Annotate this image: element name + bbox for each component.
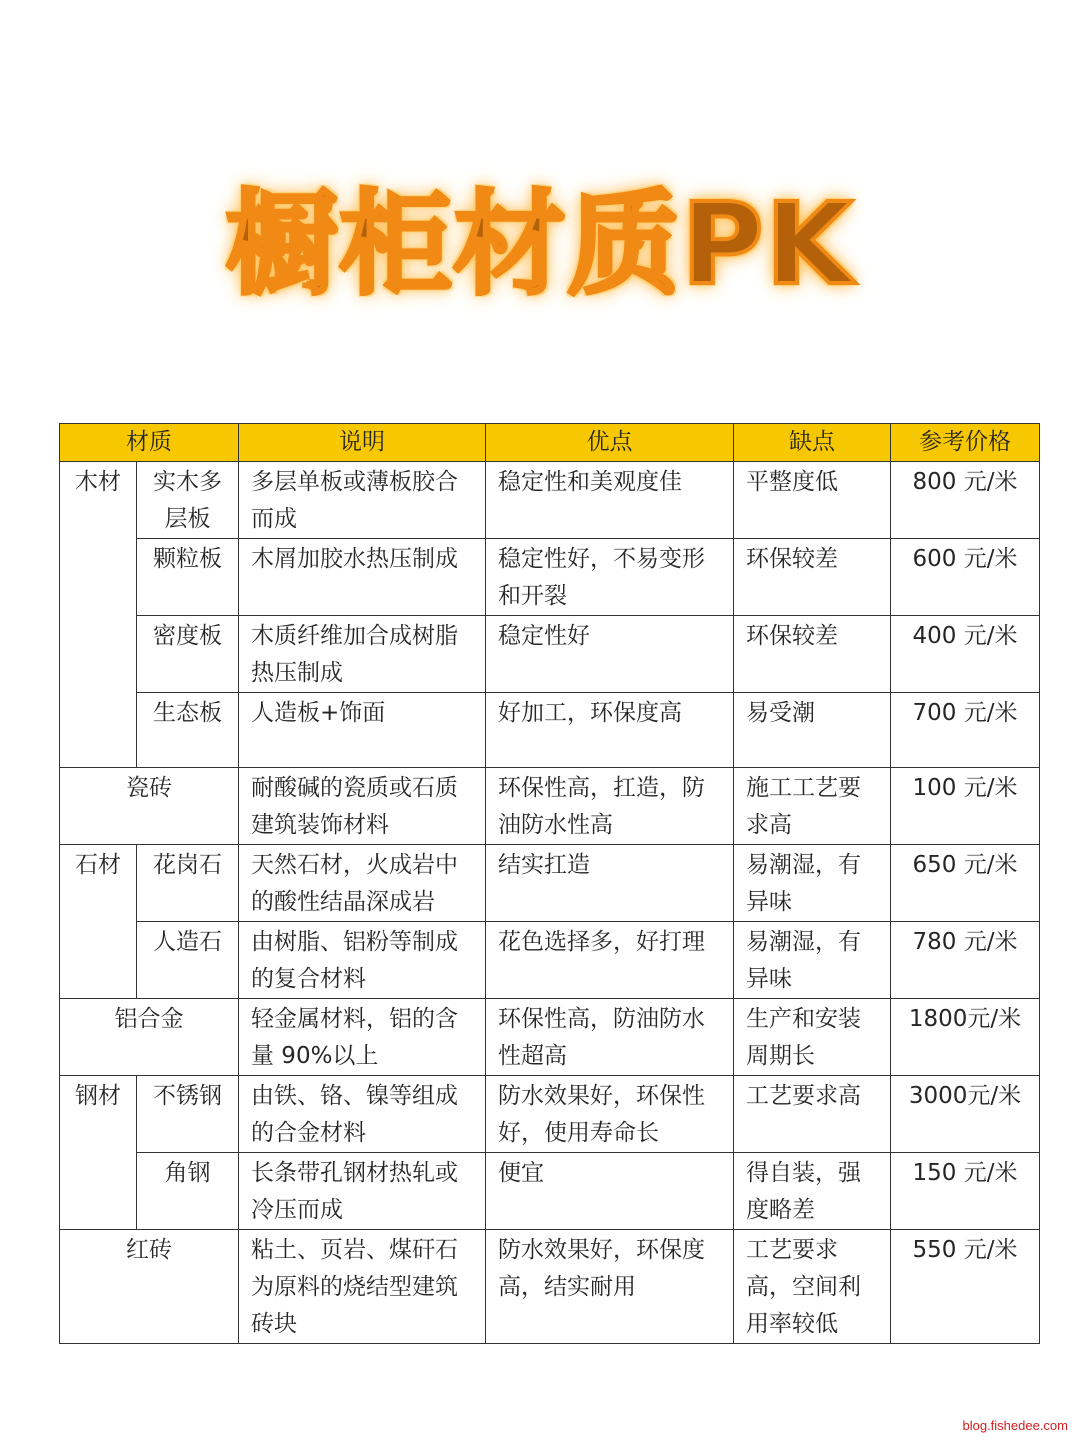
table-row xyxy=(60,539,1040,616)
header-cons: 缺点 xyxy=(734,424,891,462)
subtype-cell: 花岗石 xyxy=(137,845,239,922)
header-pros: 优点 xyxy=(486,424,734,462)
table-row xyxy=(60,1230,1040,1344)
description-cell: 长条带孔钢材热轧或冷压而成 xyxy=(239,1153,486,1230)
group-cell: 瓷砖 xyxy=(60,768,239,845)
cons-cell: 易潮湿，有异味 xyxy=(734,922,891,999)
table-row xyxy=(60,1153,1040,1230)
cons-cell: 工艺要求高，空间利用率较低 xyxy=(734,1230,891,1344)
price-cell: 800 元/米 xyxy=(891,462,1040,539)
subtype-cell: 颗粒板 xyxy=(137,539,239,616)
pros-cell: 稳定性好 xyxy=(486,616,734,693)
table-row xyxy=(60,616,1040,693)
price-cell: 400 元/米 xyxy=(891,616,1040,693)
pros-cell: 稳定性好，不易变形和开裂 xyxy=(486,539,734,616)
cons-cell: 环保较差 xyxy=(734,539,891,616)
description-cell: 天然石材，火成岩中的酸性结晶深成岩 xyxy=(239,845,486,922)
table-row xyxy=(60,768,1040,845)
description-cell: 木质纤维加合成树脂热压制成 xyxy=(239,616,486,693)
group-cell: 石材 xyxy=(60,845,137,999)
subtype-cell: 密度板 xyxy=(137,616,239,693)
table-row xyxy=(60,1076,1040,1153)
description-cell: 由铁、铬、镍等组成的合金材料 xyxy=(239,1076,486,1153)
pros-cell: 便宜 xyxy=(486,1153,734,1230)
cons-cell: 易潮湿，有异味 xyxy=(734,845,891,922)
price-cell: 100 元/米 xyxy=(891,768,1040,845)
cons-cell: 工艺要求高 xyxy=(734,1076,891,1153)
header-description: 说明 xyxy=(239,424,486,462)
materials-table xyxy=(59,423,1040,1344)
cons-cell: 环保较差 xyxy=(734,616,891,693)
description-cell: 轻金属材料，铝的含量 90%以上 xyxy=(239,999,486,1076)
watermark: blog.fishedee.com xyxy=(962,1418,1068,1433)
group-cell: 红砖 xyxy=(60,1230,239,1344)
pros-cell: 好加工，环保度高 xyxy=(486,693,734,768)
price-cell: 700 元/米 xyxy=(891,693,1040,768)
page-title: 橱柜材质PK xyxy=(225,179,855,310)
price-cell: 1800元/米 xyxy=(891,999,1040,1076)
price-cell: 780 元/米 xyxy=(891,922,1040,999)
pros-cell: 稳定性和美观度佳 xyxy=(486,462,734,539)
table-row xyxy=(60,922,1040,999)
description-cell: 由树脂、铝粉等制成的复合材料 xyxy=(239,922,486,999)
price-cell: 600 元/米 xyxy=(891,539,1040,616)
pros-cell: 防水效果好，环保度高，结实耐用 xyxy=(486,1230,734,1344)
pros-cell: 环保性高，防油防水性超高 xyxy=(486,999,734,1076)
pros-cell: 防水效果好，环保性好，使用寿命长 xyxy=(486,1076,734,1153)
subtype-cell: 人造石 xyxy=(137,922,239,999)
table-row xyxy=(60,845,1040,922)
pros-cell: 花色选择多，好打理 xyxy=(486,922,734,999)
price-cell: 3000元/米 xyxy=(891,1076,1040,1153)
cons-cell: 施工工艺要求高 xyxy=(734,768,891,845)
table-row xyxy=(60,693,1040,768)
cons-cell: 平整度低 xyxy=(734,462,891,539)
subtype-cell: 角钢 xyxy=(137,1153,239,1230)
subtype-cell: 生态板 xyxy=(137,693,239,768)
table-row xyxy=(60,999,1040,1076)
description-cell: 多层单板或薄板胶合而成 xyxy=(239,462,486,539)
cons-cell: 易受潮 xyxy=(734,693,891,768)
table-header-row xyxy=(60,424,1040,462)
cons-cell: 得自装，强度略差 xyxy=(734,1153,891,1230)
subtype-cell: 不锈钢 xyxy=(137,1076,239,1153)
description-cell: 木屑加胶水热压制成 xyxy=(239,539,486,616)
pros-cell: 结实扛造 xyxy=(486,845,734,922)
subtype-cell: 实木多层板 xyxy=(137,462,239,539)
pros-cell: 环保性高，扛造，防油防水性高 xyxy=(486,768,734,845)
group-cell: 木材 xyxy=(60,462,137,768)
cons-cell: 生产和安装周期长 xyxy=(734,999,891,1076)
description-cell: 人造板+饰面 xyxy=(239,693,486,768)
group-cell: 铝合金 xyxy=(60,999,239,1076)
title-banner xyxy=(0,150,1080,320)
description-cell: 粘土、页岩、煤矸石为原料的烧结型建筑砖块 xyxy=(239,1230,486,1344)
price-cell: 550 元/米 xyxy=(891,1230,1040,1344)
description-cell: 耐酸碱的瓷质或石质建筑装饰材料 xyxy=(239,768,486,845)
group-cell: 钢材 xyxy=(60,1076,137,1230)
header-material: 材质 xyxy=(60,424,239,462)
price-cell: 650 元/米 xyxy=(891,845,1040,922)
table-row xyxy=(60,462,1040,539)
header-price: 参考价格 xyxy=(891,424,1040,462)
price-cell: 150 元/米 xyxy=(891,1153,1040,1230)
